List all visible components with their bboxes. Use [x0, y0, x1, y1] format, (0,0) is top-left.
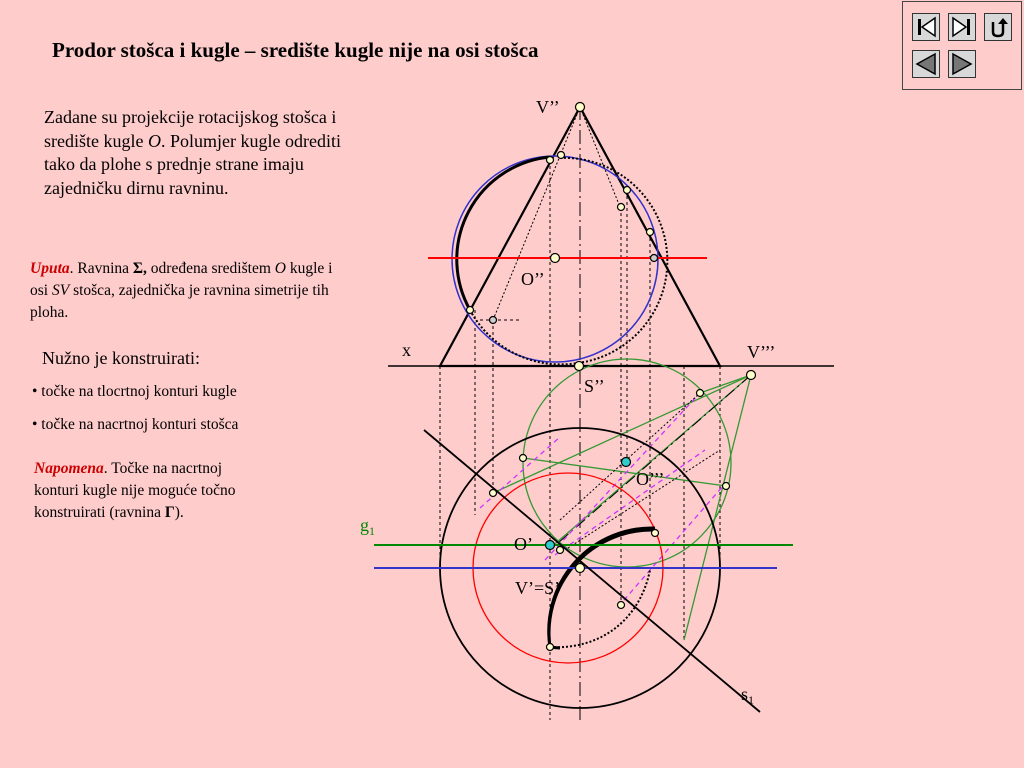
gamma-symbol: Γ: [164, 504, 175, 521]
sigma-symbol: Σ,: [132, 260, 147, 277]
magenta-construction: [480, 393, 723, 607]
intro-var-o: O: [147, 130, 161, 151]
construction-heading: Nužno je konstruirati:: [42, 348, 200, 368]
label-o2: O’’: [521, 269, 545, 289]
label-s2: S’’: [584, 376, 605, 396]
label-g1: [360, 515, 375, 538]
sphere-dotted-bottom: [470, 310, 578, 364]
hint-text: kugle i osi: [30, 260, 333, 299]
label-x: x: [402, 340, 411, 360]
construction-line: [568, 450, 720, 548]
hint-text: . Ravnina: [69, 260, 133, 277]
label-o3: O’’’: [636, 469, 665, 489]
note-label: Napomena: [34, 460, 104, 477]
label-s1-main: s: [741, 684, 749, 704]
note-text: . Točke na nacrtnoj konturi kugle nije moguće točno konstruirati (ravnina: [34, 460, 236, 521]
label-vs1: V’=S’: [515, 578, 561, 598]
cone-side-line: [684, 375, 751, 640]
intro-text: Zadane su projekcije rotacijskog stošca i središte kugle: [44, 107, 337, 151]
bullet-item: • točke na nacrtnoj konturi stošca: [32, 416, 239, 433]
bullet-item: • točke na tlocrtnoj konturi kugle: [32, 383, 237, 400]
hint-text: određena središtem: [146, 260, 275, 277]
hint-text: stošca, zajednička je ravnina simetrije tih ploha.: [30, 282, 329, 321]
intro-text-end: . Polumjer kugle odrediti tako da plohe s prednje strane imaju zajedničku dirnu ravninu.: [44, 130, 341, 198]
cone-side-line: [700, 375, 751, 393]
label-g1-main: g: [360, 515, 369, 535]
construction-line: [560, 393, 700, 520]
s1-line: [424, 430, 760, 712]
hint-label: Uputa: [30, 260, 70, 277]
label-s1-sub: 1: [748, 693, 755, 707]
hint-var-sv: SV: [51, 282, 70, 299]
label-g1-sub: 1: [369, 524, 375, 538]
label-v2: V’’: [536, 97, 560, 117]
construction-line: [580, 107, 620, 207]
note-text: ).: [174, 504, 184, 521]
label-s1: [741, 684, 754, 707]
label-o1: O’: [514, 534, 533, 554]
page-title: Prodor stošca i kugle – središte kugle nije na osi stošca: [52, 38, 539, 62]
hint-var-o: O: [274, 260, 286, 277]
label-v3: V’’’: [747, 342, 776, 362]
